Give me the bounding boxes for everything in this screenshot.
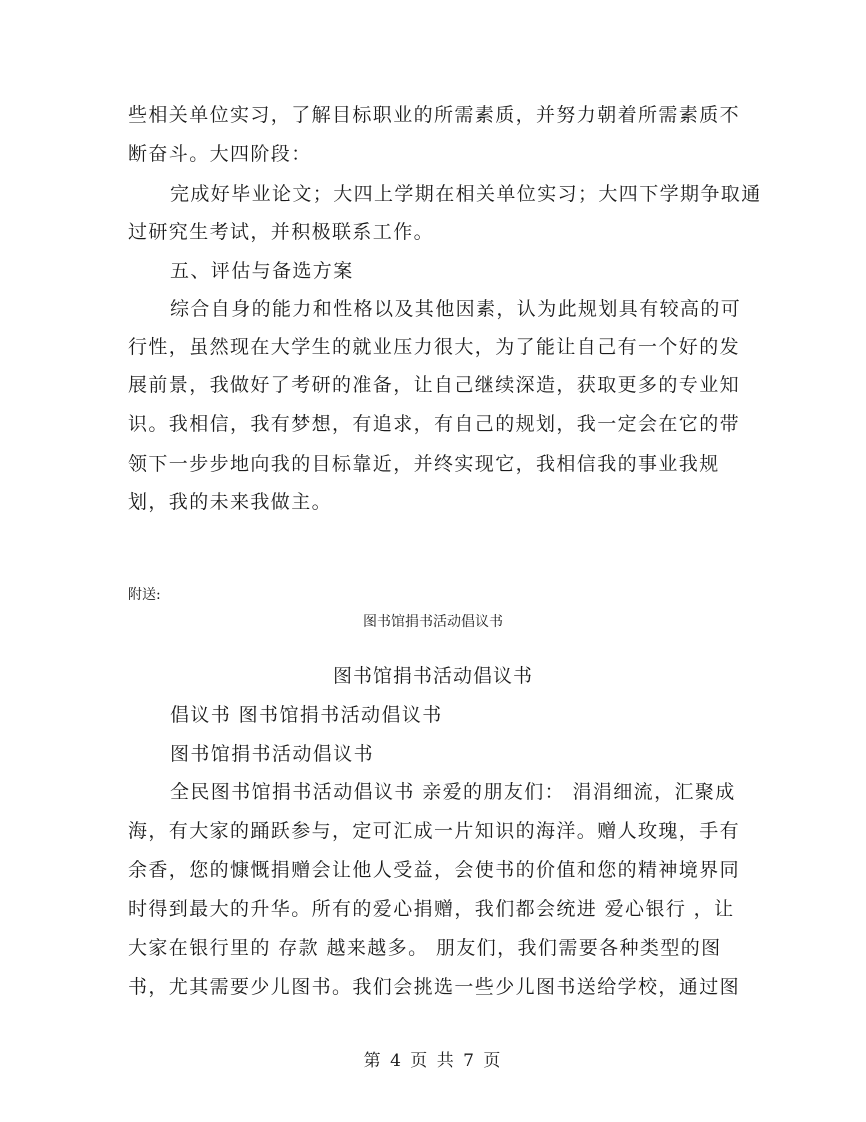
paragraph-line: 全民图书馆捐书活动倡议书 亲爱的朋友们： 涓涓细流，汇聚成 [170, 781, 736, 803]
paragraph-line: 展前景，我做好了考研的准备，让自己继续深造，获取更多的专业知 [128, 374, 741, 396]
paragraph-line: 过研究生考试，并积极联系工作。 [128, 221, 435, 243]
paragraph-line: 图书馆捐书活动倡议书 [170, 743, 375, 765]
paragraph-line: 倡议书 图书馆捐书活动倡议书 [170, 704, 443, 726]
paragraph-line: 些相关单位实习，了解目标职业的所需素质，并努力朝着所需素质不 [128, 104, 741, 126]
paragraph-line: 海，有大家的踊跃参与，定可汇成一片知识的海洋。赠人玫瑰，手有 [128, 820, 741, 842]
appendix-label: 附送: [128, 587, 161, 603]
page-footer: 第 4 页 共 7 页 [363, 1051, 503, 1071]
appendix-title: 图书馆捐书活动倡议书 [332, 665, 533, 687]
section-heading: 五、评估与备选方案 [170, 260, 354, 282]
paragraph-line: 完成好毕业论文；大四上学期在相关单位实习；大四下学期争取通 [170, 183, 762, 205]
paragraph-line: 书，尤其需要少儿图书。我们会挑选一些少儿图书送给学校，通过图 [128, 976, 741, 998]
paragraph-line: 综合自身的能力和性格以及其他因素，认为此规划具有较高的可 [170, 298, 742, 320]
appendix-small-title: 图书馆捐书活动倡议书 [363, 614, 503, 630]
paragraph-line: 识。我相信，我有梦想，有追求，有自己的规划，我一定会在它的带 [128, 413, 741, 435]
paragraph-line: 大家在银行里的 存款 越来越多。 朋友们，我们需要各种类型的图 [128, 937, 722, 959]
paragraph-line: 余香，您的慷慨捐赠会让他人受益，会使书的价值和您的精神境界同 [128, 859, 741, 881]
paragraph-line: 时得到最大的升华。所有的爱心捐赠，我们都会统进 爱心银行 ，让 [128, 898, 735, 920]
paragraph-line: 领下一步步地向我的目标靠近，并终实现它，我相信我的事业我规 [128, 453, 720, 475]
paragraph-line: 断奋斗。大四阶段： [128, 143, 312, 165]
paragraph-line: 划，我的未来我做主。 [128, 491, 333, 513]
paragraph-line: 行性，虽然现在大学生的就业压力很大，为了能让自己有一个好的发 [128, 336, 741, 358]
